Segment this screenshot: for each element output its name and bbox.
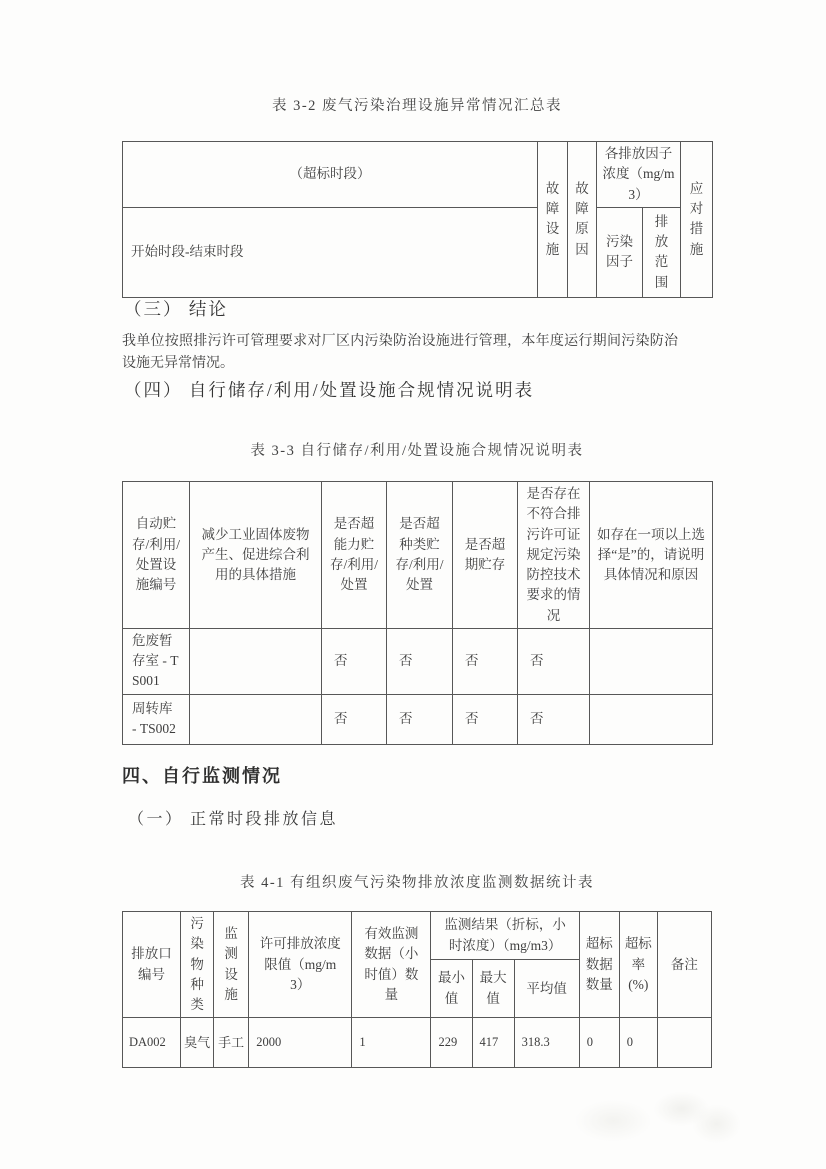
cell-min-value: 229 (431, 1018, 472, 1068)
header-cell-outlet-id: 排放口编号 (123, 912, 181, 1018)
header-cell-over-duration: 是否超期贮存 (453, 482, 518, 629)
header-cell-exceed-period: （超标时段） (123, 142, 538, 208)
cell-over-duration: 否 (453, 694, 518, 744)
header-cell-monitor-facility: 监测设施 (214, 912, 249, 1018)
table-4-1-title: 表 4-1 有组织废气污染物排放浓度监测数据统计表 (239, 875, 595, 891)
table-row (123, 628, 713, 694)
cell-facility-id: 危废暂存室 - TS001 (123, 628, 190, 694)
header-cell-discharge-range: 排放范围 (643, 207, 681, 297)
table-header-row (123, 912, 712, 960)
cell-explanation (590, 628, 713, 694)
scan-bleedthrough-smudge (545, 1085, 740, 1145)
cell-over-type: 否 (387, 628, 453, 694)
table-3-2-title: 表 3-2 废气污染治理设施异常情况汇总表 (271, 98, 563, 114)
header-cell-remark: 备注 (657, 912, 711, 1018)
cell-noncompliance: 否 (518, 694, 590, 744)
conclusion-paragraph: 我单位按照排污许可管理要求对厂区内污染防治设施进行管理，本年度运行期间污染防治设施无异常情况。 (122, 334, 678, 371)
header-cell-avg-value: 平均值 (514, 960, 579, 1018)
table-row (123, 207, 713, 297)
cell-outlet-id: DA002 (123, 1018, 181, 1068)
cell-exceed-count: 0 (579, 1018, 619, 1068)
header-cell-over-type: 是否超种类贮存/利用/处置 (387, 482, 453, 629)
header-cell-permit-limit: 许可排放浓度限值（mg/m3） (249, 912, 352, 1018)
header-cell-exceed-rate: 超标率(%) (619, 912, 657, 1018)
heading-storage-table: （四） 自行储存/利用/处置设施合规情况说明表 (124, 380, 535, 400)
header-cell-explain-if-yes: 如存在一项以上选择“是”的，请说明具体情况和原因 (590, 482, 713, 629)
table-row (123, 142, 713, 208)
cell-over-duration: 否 (453, 628, 518, 694)
header-cell-fault-reason: 故障原因 (568, 142, 597, 298)
header-cell-pollutant-type: 污染物种类 (181, 912, 214, 1018)
table-4-1 (122, 911, 712, 1068)
heading-conclusion: （三） 结论 (124, 299, 228, 319)
header-cell-max-value: 最大值 (472, 960, 514, 1018)
cell-noncompliance: 否 (518, 628, 590, 694)
header-cell-factor-concentration-group: 各排放因子浓度（mg/m3） (597, 142, 681, 208)
cell-valid-data-count: 1 (352, 1018, 431, 1068)
header-cell-facility-id: 自动贮存/利用/处置设施编号 (123, 482, 190, 629)
cell-measures (190, 694, 322, 744)
table-row (123, 694, 713, 744)
cell-max-value: 417 (472, 1018, 514, 1068)
table-3-3-title: 表 3-3 自行储存/利用/处置设施合规情况说明表 (250, 443, 584, 459)
header-cell-min-value: 最小值 (431, 960, 472, 1018)
cell-permit-limit: 2000 (249, 1018, 352, 1068)
cell-over-capacity: 否 (322, 628, 387, 694)
table-3-3 (122, 481, 713, 745)
cell-explanation (590, 694, 713, 744)
header-cell-pollutant-factor: 污染因子 (597, 207, 643, 297)
header-cell-reduction-measures: 减少工业固体废物产生、促进综合利用的具体措施 (190, 482, 322, 629)
cell-measures (190, 628, 322, 694)
table-header-row (123, 482, 713, 629)
table-3-2 (122, 141, 713, 298)
header-cell-response-measures: 应对措施 (681, 142, 713, 298)
header-cell-noncompliance: 是否存在不符合排污许可证规定污染防控技术要求的情况 (518, 482, 590, 629)
heading-self-monitoring: 四、自行监测情况 (122, 766, 282, 786)
header-cell-start-end-period: 开始时段-结束时段 (123, 207, 538, 297)
header-cell-fault-facility: 故障设施 (538, 142, 568, 298)
header-cell-over-capacity: 是否超能力贮存/利用/处置 (322, 482, 387, 629)
header-cell-valid-data-count: 有效监测数据（小时值）数量 (352, 912, 431, 1018)
cell-facility-id: 周转库 - TS002 (123, 694, 190, 744)
header-cell-exceed-count: 超标数据数量 (579, 912, 619, 1018)
cell-exceed-rate: 0 (619, 1018, 657, 1068)
cell-pollutant-type: 臭气 (181, 1018, 214, 1068)
cell-remark (657, 1018, 711, 1068)
heading-normal-period: （一） 正常时段排放信息 (128, 811, 339, 828)
cell-monitor-facility: 手工 (214, 1018, 249, 1068)
cell-over-capacity: 否 (322, 694, 387, 744)
table-row (123, 1018, 712, 1068)
cell-over-type: 否 (387, 694, 453, 744)
header-cell-monitor-result-group: 监测结果（折标，小时浓度）（mg/m3） (431, 912, 579, 960)
cell-avg-value: 318.3 (514, 1018, 579, 1068)
